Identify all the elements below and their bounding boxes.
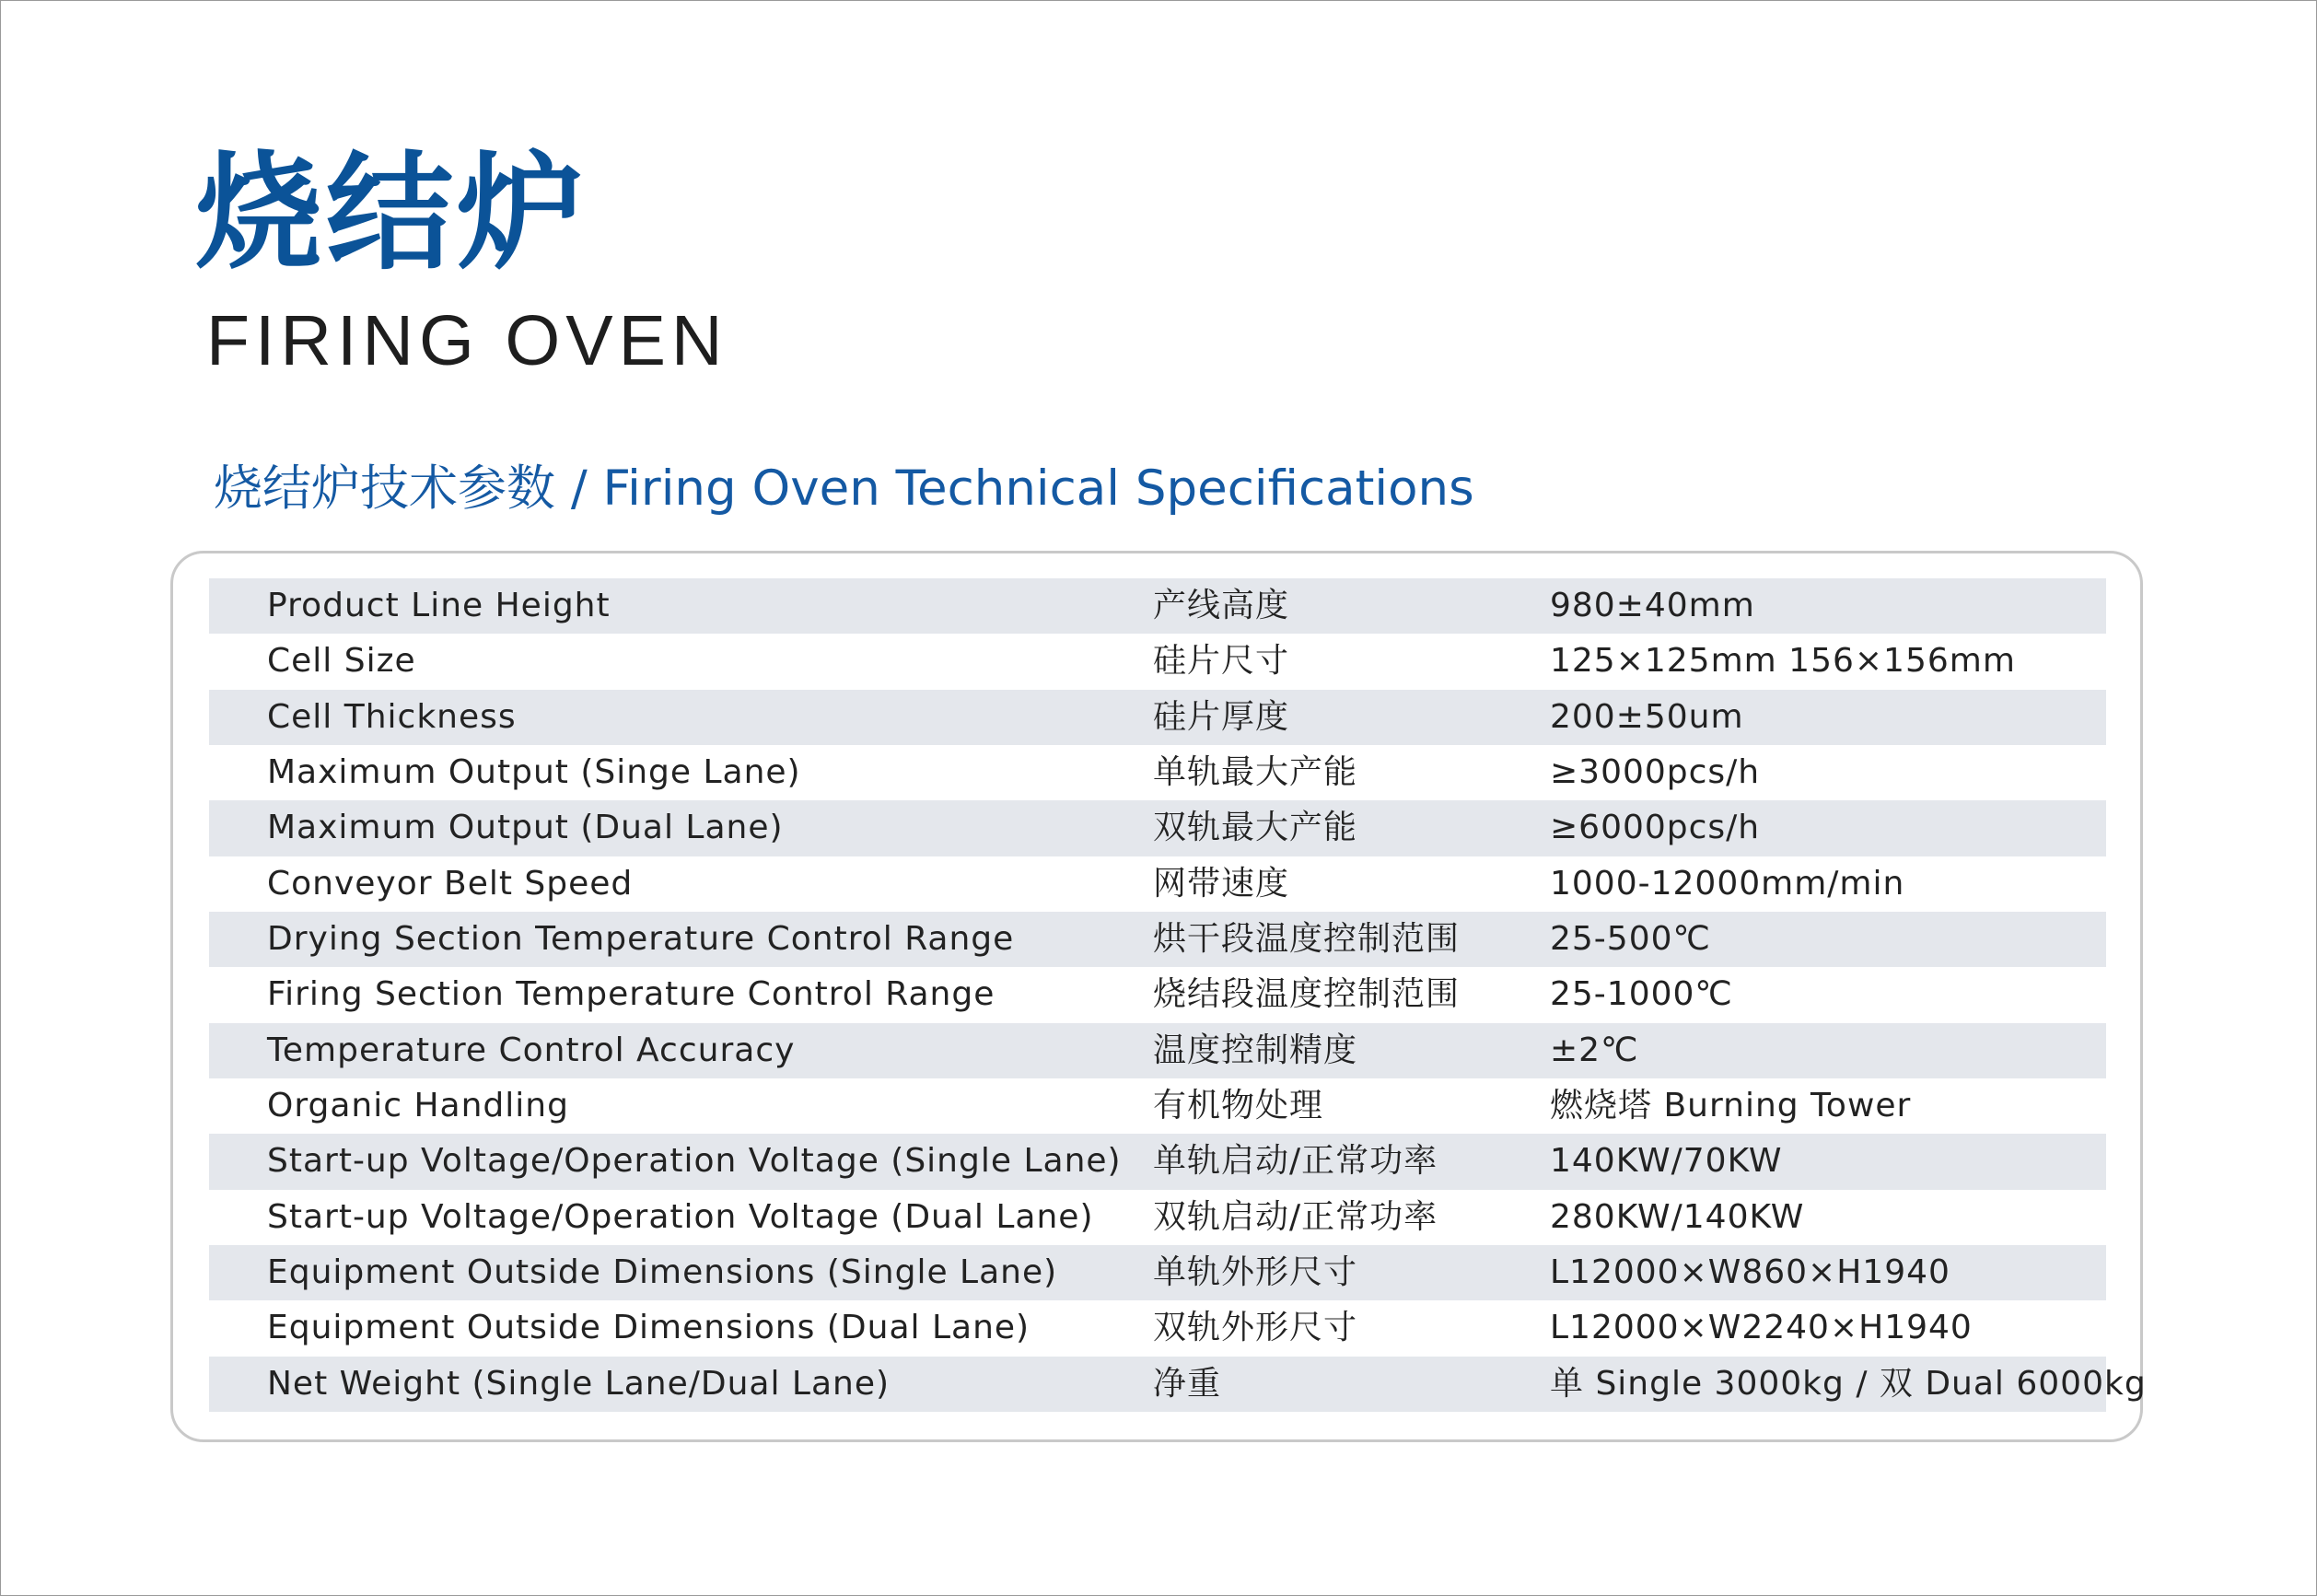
spec-row (209, 634, 2106, 689)
spec-section-heading: 烧结炉技术参数 / Firing Oven Technical Specifications (214, 460, 1474, 517)
spec-value: ≥6000pcs/h (1550, 809, 1761, 847)
spec-row (209, 1357, 2147, 1412)
spec-name-en: Start-up Voltage/Operation Voltage (Dual Lane) (267, 1197, 1094, 1236)
spec-row (209, 967, 2106, 1022)
spec-name-en: Organic Handling (267, 1086, 569, 1124)
spec-name-cn: 产线高度 (1153, 587, 1290, 624)
spec-value: 燃烧塔 Burning Tower (1550, 1086, 1912, 1124)
spec-value: 1000-12000mm/min (1550, 864, 1905, 903)
spec-name-cn: 烧结段温度控制范围 (1153, 975, 1461, 1014)
spec-value: L12000×W860×H1940 (1550, 1252, 1950, 1291)
spec-value: 单 Single 3000kg / 双 Dual 6000kg (1550, 1364, 2147, 1403)
spec-row (209, 800, 2106, 856)
spec-value: ≥3000pcs/h (1550, 752, 1761, 791)
spec-name-en: Conveyor Belt Speed (267, 864, 634, 903)
spec-value: 200±50um (1550, 697, 1744, 736)
spec-row (209, 1245, 2106, 1300)
spec-row (209, 745, 2106, 800)
spec-name-cn: 双轨外形尺寸 (1153, 1309, 1358, 1347)
spec-name-cn: 净重 (1153, 1364, 1222, 1403)
spec-value: 980±40mm (1550, 587, 1755, 624)
spec-row (209, 1190, 2106, 1245)
spec-name-en: Drying Section Temperature Control Range (267, 919, 1015, 958)
spec-name-cn: 网带速度 (1153, 864, 1290, 903)
spec-row (209, 1134, 2106, 1189)
spec-name-cn: 单轨启动/正常功率 (1153, 1142, 1438, 1181)
spec-value: 125×125mm 156×156mm (1550, 642, 2016, 681)
spec-name-en: Equipment Outside Dimensions (Single Lane) (267, 1252, 1058, 1291)
spec-name-cn: 烘干段温度控制范围 (1153, 919, 1461, 958)
spec-name-en: Product Line Height (267, 587, 611, 624)
spec-name-cn: 硅片尺寸 (1153, 642, 1290, 681)
spec-value: 140KW/70KW (1550, 1142, 1783, 1181)
spec-value: ±2℃ (1550, 1031, 1639, 1069)
spec-name-en: Start-up Voltage/Operation Voltage (Single Lane) (267, 1142, 1122, 1181)
spec-value: 25-1000℃ (1550, 975, 1733, 1014)
spec-name-cn: 硅片厚度 (1153, 697, 1290, 736)
spec-name-en: Equipment Outside Dimensions (Dual Lane) (267, 1309, 1030, 1347)
spec-row (209, 856, 2106, 912)
spec-value: L12000×W2240×H1940 (1550, 1309, 1973, 1347)
spec-row (209, 1078, 2106, 1134)
spec-row (209, 912, 2106, 967)
spec-name-cn: 双轨启动/正常功率 (1153, 1197, 1438, 1236)
spec-name-en: Cell Thickness (267, 697, 517, 736)
spec-table (209, 578, 2147, 1412)
spec-row (209, 1300, 2106, 1356)
spec-value: 280KW/140KW (1550, 1197, 1805, 1236)
spec-name-en: Maximum Output (Singe Lane) (267, 752, 801, 791)
spec-name-cn: 有机物处理 (1153, 1086, 1324, 1124)
spec-value: 25-500℃ (1550, 919, 1711, 958)
page-title-chinese: 烧结炉 (195, 139, 588, 287)
spec-name-cn: 单轨外形尺寸 (1153, 1252, 1358, 1291)
spec-row (209, 578, 2106, 634)
spec-row (209, 690, 2106, 745)
spec-name-cn: 温度控制精度 (1153, 1031, 1358, 1069)
spec-name-cn: 双轨最大产能 (1153, 809, 1358, 847)
spec-name-en: Maximum Output (Dual Lane) (267, 809, 784, 847)
page-title-english: FIRING OVEN (206, 301, 728, 380)
spec-name-en: Temperature Control Accuracy (267, 1031, 796, 1069)
spec-name-en: Cell Size (267, 642, 416, 681)
spec-name-en: Net Weight (Single Lane/Dual Lane) (267, 1364, 891, 1403)
spec-name-en: Firing Section Temperature Control Range (267, 975, 995, 1014)
spec-row (209, 1023, 2106, 1078)
spec-name-cn: 单轨最大产能 (1153, 752, 1358, 791)
